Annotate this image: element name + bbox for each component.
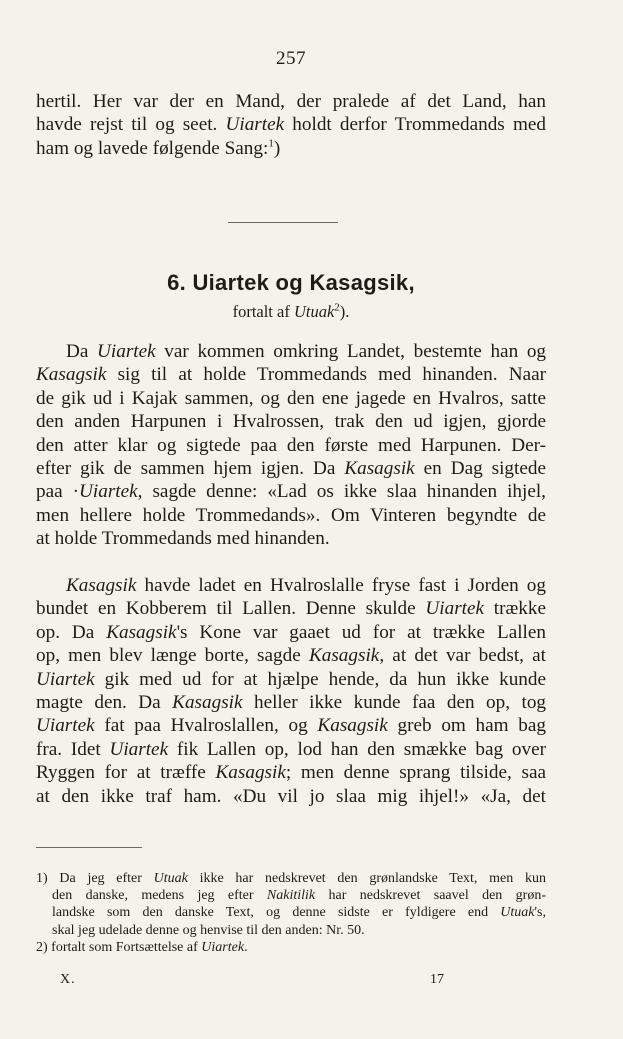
text-line: Ryggen for at træffe Kasagsik; men denne sprang tilside, saa [36,762,546,784]
byline-prefix: fortalt af [232,302,294,321]
footnotes [36,870,546,956]
text-line: de gik ud i Kajak sammen, og den ene jagede en Hvalros, satte [36,387,546,409]
sheet-signature-number: 17 [430,972,444,987]
italic-name: Kasagsik [172,692,243,714]
footnote-line: skal jeg udelade denne og henvise til den anden: Nr. 50. [52,922,365,938]
text-line: at holde Trommedands med hinanden. [36,528,330,550]
italic-name: Kasagsik [344,458,415,480]
italic-name: Uiartek [109,738,169,760]
italic-name: Uiartek [225,114,285,136]
sheet-signature-mark: X. [60,972,76,987]
italic-name: Kasagsik [36,364,107,386]
italic-name: Kasagsik [317,715,388,737]
footnote-line: den danske, medens jeg efter Nakitilik har nedskrevet saavel den grøn- [52,888,546,904]
italic-name: Uiartek [36,668,95,690]
italic-name: Uiartek [425,598,485,620]
text-line: den anden Harpunen i Hvalrossen, trak den ud igjen, gjorde [36,411,546,433]
byline-footnote-ref: 2 [334,301,340,314]
italic-name: Uiartek [97,341,156,362]
text-line: efter gik de sammen hjem igjen. Da Kasagsik en Dag sigtede [36,458,546,480]
byline-narrator: Utuak [293,302,335,321]
italic-name: Kasagsik [215,762,286,784]
italic-name: Kasagsik [308,645,380,667]
italic-name: Utuak [500,905,535,921]
text-line: Kasagsik havde ladet en Hvalroslalle fryse fast i Jorden og [66,575,546,596]
text-line: magte den. Da Kasagsik heller ikke kunde faa den op, tog [36,692,546,714]
text-line: Da Uiartek var kommen omkring Landet, bestemte han og [66,341,546,362]
text-line: bundet en Kobberem til Lallen. Denne skulde Uiartek trække [36,598,546,620]
text-line: Uiartek gik med ud for at hjælpe hende, da hun ikke kunde [36,668,546,690]
story-paragraph-2 [36,574,546,808]
text-line: paa ·Uiartek, sagde denne: «Lad os ikke slaa hinanden ihjel, [36,481,546,503]
text-line: op. Da Kasagsik's Kone var gaaet ud for at trække Lallen [36,621,546,643]
italic-name: Utuak [153,871,188,886]
footnote-rule [36,847,142,848]
text-line: Kasagsik sig til at holde Trommedands med hinanden. Naar [36,364,546,386]
text-line: ham og lavede følgende Sang:$^1$) [36,137,281,159]
text-line: den atter klar og sigtede paa den første med Harpunen. Der- [36,434,546,456]
section-divider [228,222,338,223]
footnote-line: 1) Da jeg efter Utuak ikke har nedskrevet den grønlandske Text, men kun [36,871,546,886]
text-line: hertil. Her var der en Mand, der pralede af det Land, han [36,91,546,112]
footnote-line: 2) fortalt som Fortsættelse af Uiartek. [36,939,248,955]
text-line: fra. Idet Uiartek fik Lallen op, lod han den smække bag over [36,738,546,760]
story-heading: 6. Uiartek og Kasagsik, [167,270,415,295]
text-line: havde rejst til og seet. Uiartek holdt derfor Trommedands med [36,114,546,136]
byline-suffix: ). [339,302,350,321]
page-number: 257 [276,48,306,69]
italic-name: Nakitilik [266,888,316,904]
story-byline [36,302,546,322]
italic-name: Uiartek [36,715,95,737]
italic-name: Kasagsik [66,575,137,596]
text-line: Uiartek fat paa Hvalroslallen, og Kasagsik greb om ham bag [36,715,546,737]
footnote-ref: 1 [268,137,274,150]
top-paragraph [36,90,546,160]
story-paragraph-1 [36,340,546,551]
book-page [36,0,546,1039]
text-line: at den ikke traf ham. «Du vil jo slaa mig ihjel!» «Ja, det [36,785,546,807]
italic-name: Uiartek [79,481,138,503]
italic-name: Kasagsik [106,621,177,643]
text-line: op, men blev længe borte, sagde Kasagsik, at det var bedst, at [36,645,546,667]
footnote-line: landske som den danske Text, og denne sidste er fyldigere end Utuak's, [52,905,546,921]
text-line: men hellere holde Trommedands». Om Vinteren begyndte de [36,504,546,526]
italic-name: Uiartek [201,939,245,955]
